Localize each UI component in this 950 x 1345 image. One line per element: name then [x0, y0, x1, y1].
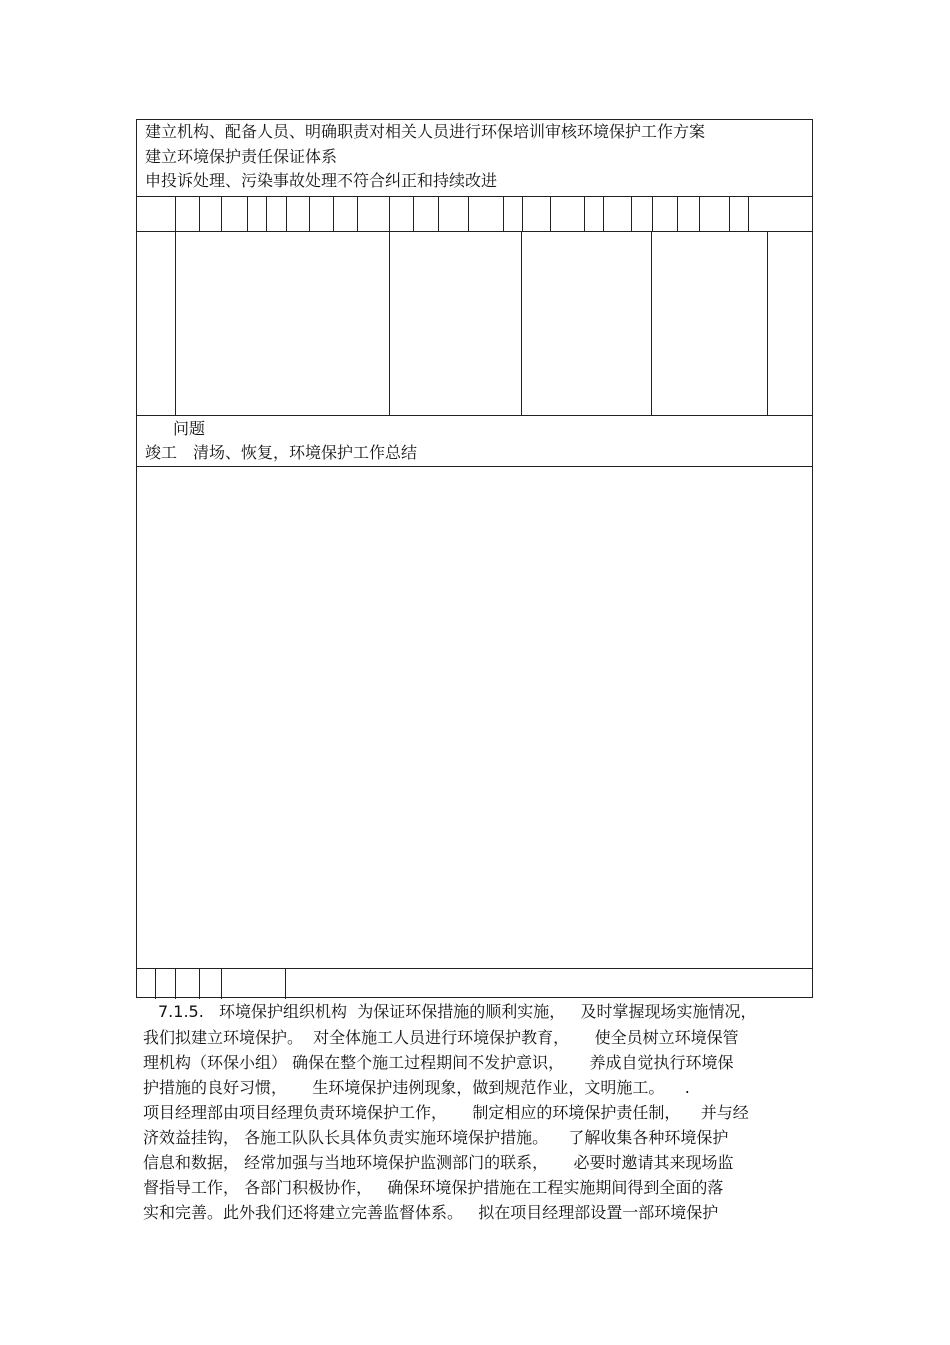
cell-divider [175, 196, 176, 231]
schedule-table [136, 119, 813, 998]
cell-divider [266, 196, 267, 231]
paragraph-line: 理机构（环保小组） 确保在整个施工过程期间不发护意识， 养成自觉执行环境保 [143, 1053, 734, 1072]
cell-divider [199, 196, 200, 231]
cell-divider [521, 231, 522, 415]
row4-completion-label: 竣工 [145, 443, 178, 462]
cell-divider [748, 196, 749, 231]
cell-divider [677, 196, 678, 231]
row1-line1: 建立机构、配备人员、明确职责对相关人员进行环保培训审核环境保护工作方案 [145, 122, 706, 141]
cell-divider [309, 196, 310, 231]
cell-divider [199, 968, 200, 999]
row-divider [137, 968, 812, 969]
cell-divider [651, 231, 652, 415]
cell-divider [503, 196, 504, 231]
cell-divider [729, 196, 730, 231]
cell-divider [413, 196, 414, 231]
paragraph-line: 信息和数据， 经常加强与当地环境保护监测部门的联系， 必要时邀请其来现场监 [143, 1153, 734, 1172]
row-divider [137, 196, 812, 197]
row-divider [137, 231, 812, 232]
paragraph-line: 7.1.5. 环境保护组织机构 为保证环保措施的顺利实施， 及时掌握现场实施情况， [158, 1002, 757, 1021]
row-divider [137, 415, 812, 416]
cell-divider [286, 196, 287, 231]
cell-divider [357, 196, 358, 231]
paragraph-line: 实和完善。此外我们还将建立完善监督体系。 拟在项目经理部设置一部环境保护 [143, 1203, 719, 1222]
row4-problem-label: 问题 [173, 419, 206, 438]
cell-divider [522, 196, 523, 231]
paragraph-line: 济效益挂钩， 各施工队队长具体负责实施环境保护措施。 了解收集各种环境保护 [143, 1128, 729, 1147]
cell-divider [550, 196, 551, 231]
cell-divider [584, 196, 585, 231]
paragraph-line: 督指导工作， 各部门积极协作， 确保环境保护措施在工程实施期间得到全面的落 [143, 1178, 724, 1197]
cell-divider [389, 231, 390, 415]
cell-divider [438, 196, 439, 231]
cell-divider [175, 231, 176, 415]
paragraph-line: 项目经理部由项目经理负责环境保护工作， 制定相应的环境保护责任制， 并与经 [143, 1103, 749, 1122]
cell-divider [631, 196, 632, 231]
cell-divider [221, 196, 222, 231]
row-divider [137, 466, 812, 467]
paragraph-line: 护措施的良好习惯， 生环境保护违例现象，做到规范作业，文明施工。 . [143, 1078, 690, 1097]
cell-divider [389, 196, 390, 231]
cell-divider [767, 231, 768, 415]
cell-divider [603, 196, 604, 231]
paragraph-line: 我们拟建立环境保护。 对全体施工人员进行环境保护教育， 使全员树立环境保管 [143, 1028, 739, 1047]
cell-divider [699, 196, 700, 231]
cell-divider [175, 968, 176, 999]
row1-line3: 申投诉处理、污染事故处理不符合纠正和持续改进 [145, 171, 498, 190]
row1-line2: 建立环境保护责任保证体系 [145, 147, 338, 166]
row4-completion-text: 清场、恢复，环境保护工作总结 [193, 443, 418, 462]
cell-divider [285, 968, 286, 999]
cell-divider [221, 968, 222, 999]
cell-divider [247, 196, 248, 231]
cell-divider [333, 196, 334, 231]
cell-divider [652, 196, 653, 231]
cell-divider [468, 196, 469, 231]
cell-divider [155, 968, 156, 999]
